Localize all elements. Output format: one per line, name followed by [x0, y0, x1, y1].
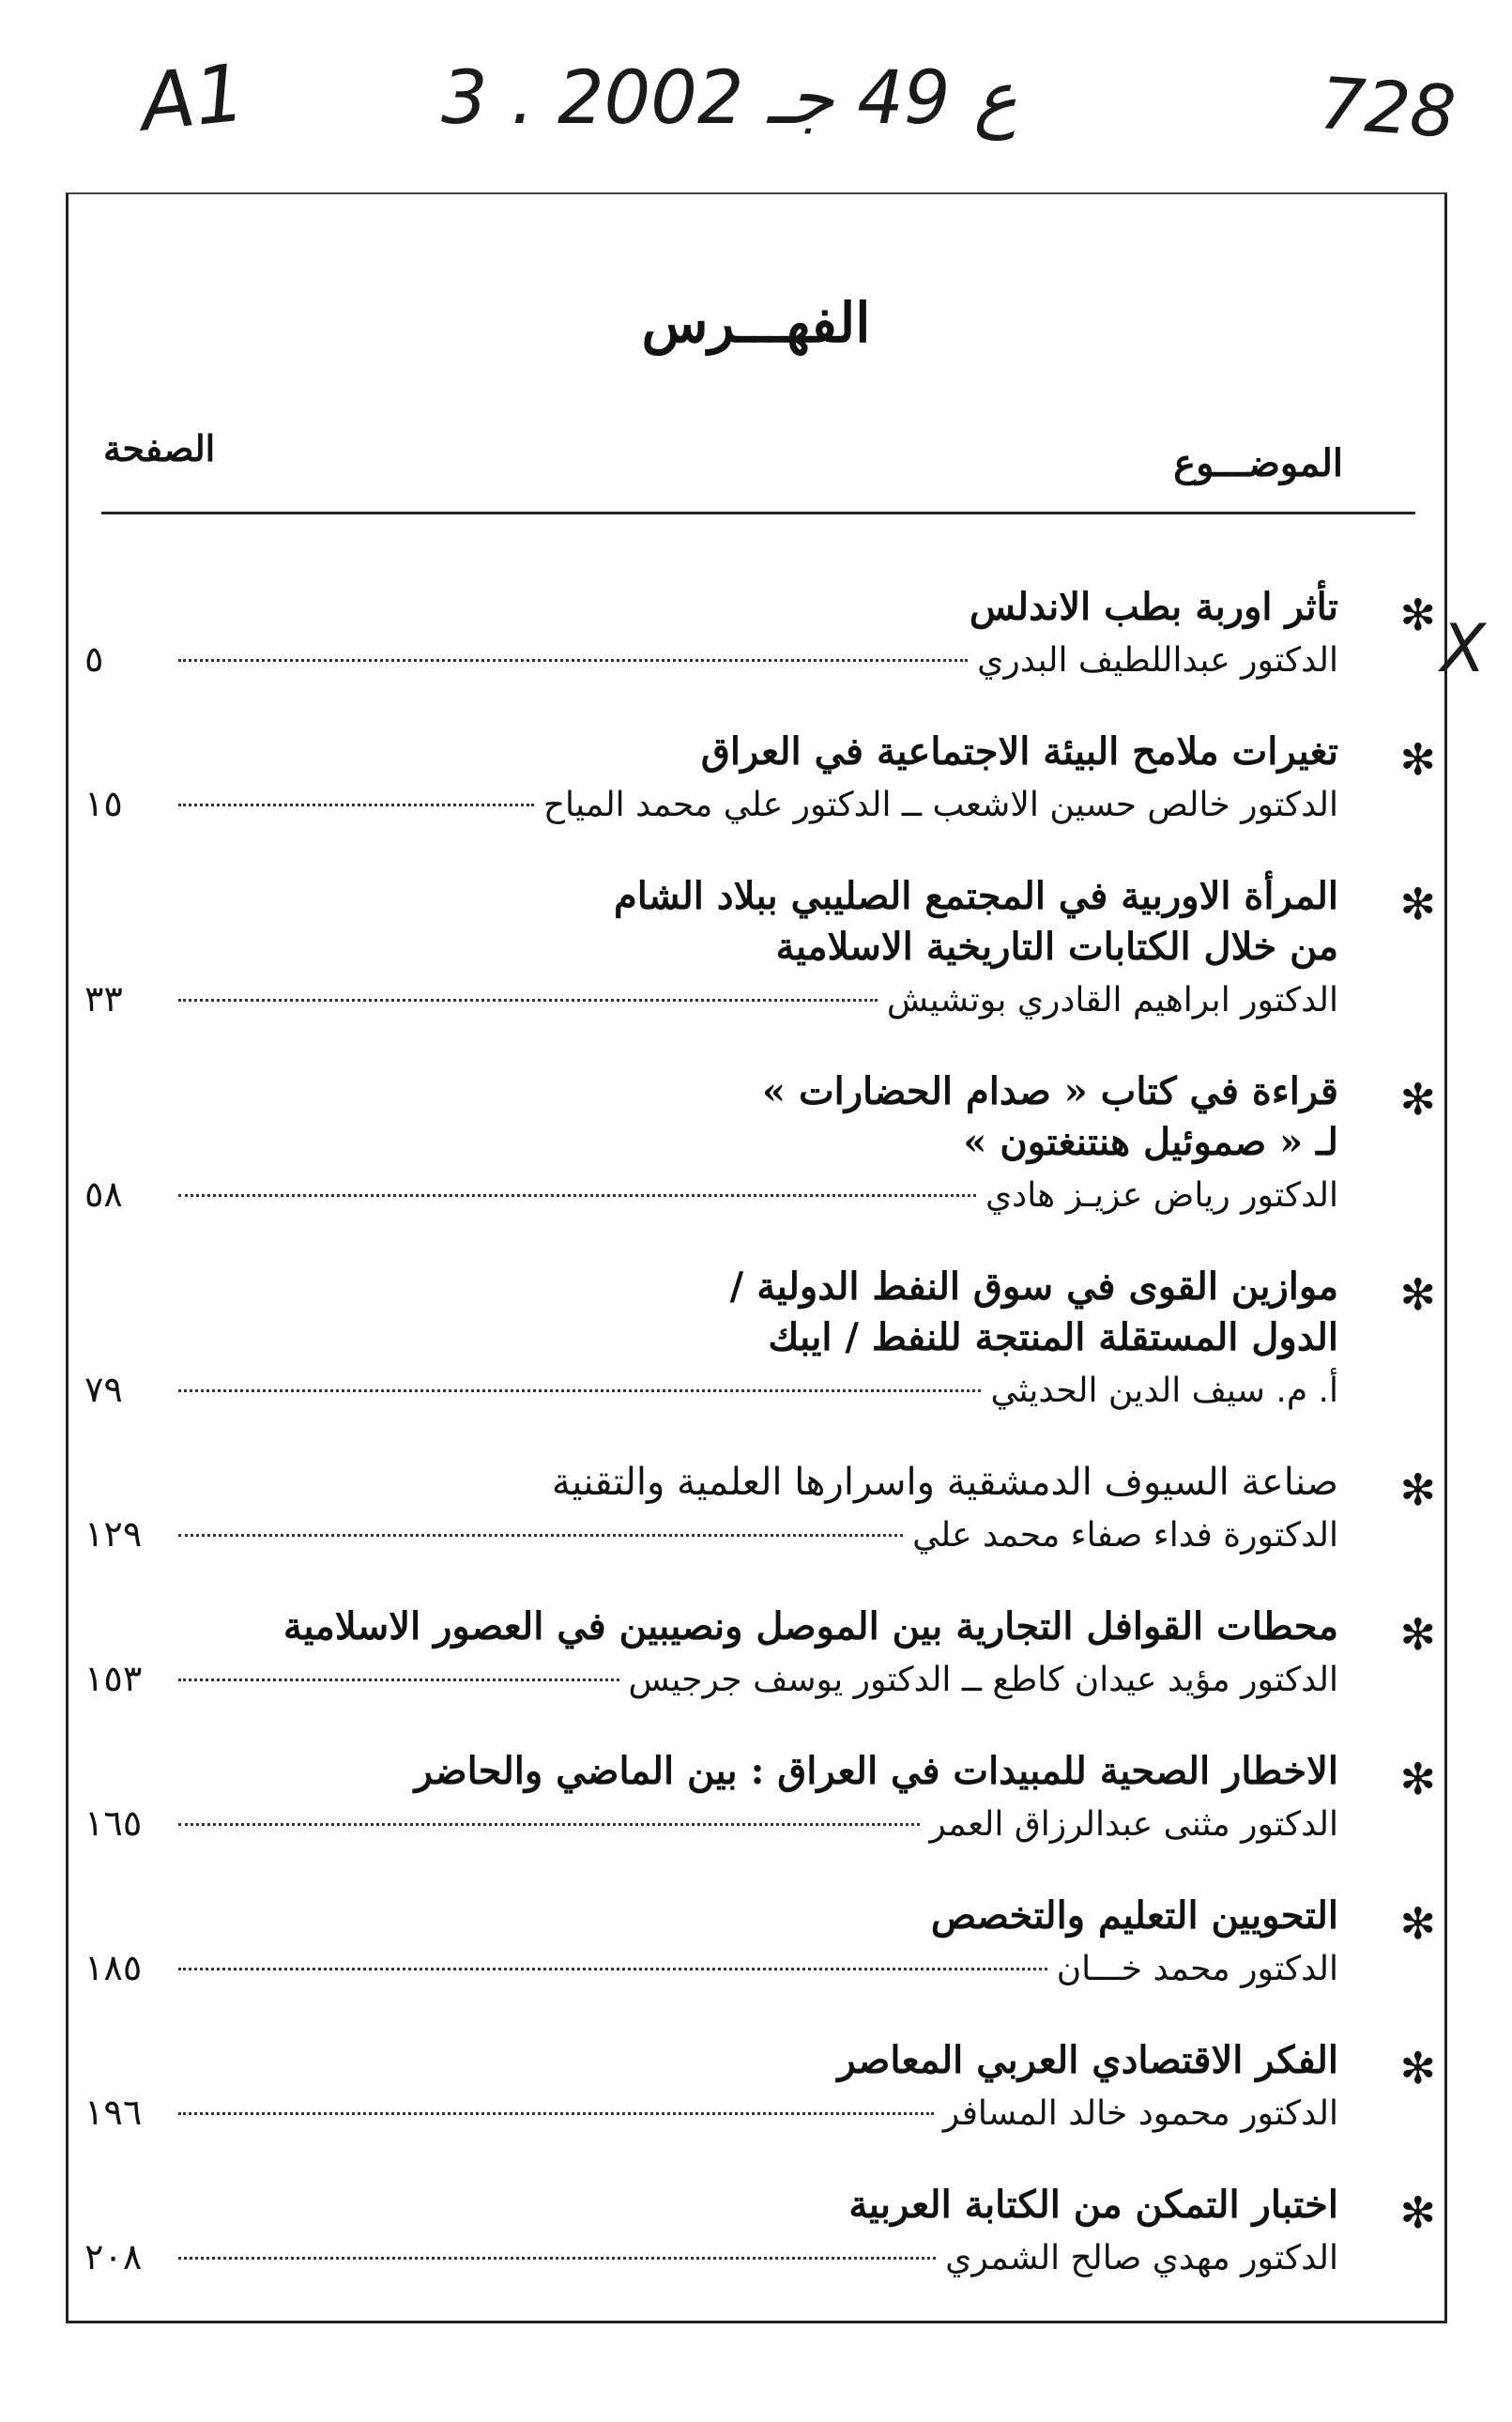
entry-page-number: ٥٨: [84, 1173, 123, 1215]
entry-page-number: ١٩٦: [84, 2092, 143, 2133]
toc-entry: [84, 1746, 1436, 1851]
entry-page-number: ٧٩: [84, 1369, 123, 1410]
entry-author-row: [84, 1508, 1338, 1562]
asterisk-bullet-icon: ✻: [1399, 1609, 1436, 1660]
entry-title: المرأة الاوربية في المجتمع الصليبي ببلاد الشام: [613, 874, 1338, 918]
handwritten-check-mark: X: [1441, 610, 1486, 687]
table-of-contents: [84, 582, 1436, 2324]
entry-page-number: ٢٠٨: [84, 2236, 143, 2277]
entry-page-number: ٣٣: [84, 978, 123, 1019]
handwritten-code: 3 . ع 49 جـ 2002: [441, 56, 1017, 141]
dot-leader: [178, 804, 534, 806]
handwritten-number: 728: [1317, 61, 1459, 154]
asterisk-bullet-icon: ✻: [1399, 1898, 1436, 1949]
toc-entry: [84, 1457, 1436, 1562]
dot-leader: [178, 1534, 903, 1537]
dot-leader: [178, 999, 878, 1002]
toc-entry: [84, 1262, 1436, 1418]
entry-author-row: [84, 633, 1338, 687]
entry-author: الدكتور ابراهيم القادري بوتشيش: [886, 981, 1338, 1019]
entry-author: الدكتور خالص حسين الاشعب ــ الدكتور علي محمد المياح: [542, 786, 1338, 824]
dot-leader: [178, 2112, 934, 2115]
page-column-header: الصفحة: [103, 427, 216, 469]
dot-leader: [178, 1679, 619, 1681]
toc-entry: [84, 727, 1436, 832]
entry-page-number: ١٥٣: [84, 1658, 143, 1699]
entry-author: أ. م. سيف الدين الحديثي: [990, 1372, 1338, 1410]
dot-leader: [178, 1389, 981, 1392]
entry-title: محطات القوافل التجارية بين الموصل ونصيبين في العصور الاسلامية: [283, 1604, 1338, 1648]
entry-author-row: [84, 1797, 1338, 1851]
entry-author: الدكتورة فداء صفاء محمد علي: [912, 1516, 1338, 1555]
entry-title: التحويين التعليم والتخصص: [930, 1893, 1338, 1938]
entry-author-row: [84, 1168, 1338, 1222]
entry-author-row: [84, 2230, 1338, 2285]
dot-leader: [178, 1823, 920, 1826]
entry-title: الاخطار الصحية للمبيدات في العراق : بين الماضي والحاضر: [414, 1749, 1338, 1793]
entry-page-number: ١٦٥: [84, 1802, 143, 1844]
toc-entry: [84, 1066, 1436, 1222]
entry-author: الدكتور رياض عزيـز هادي: [985, 1176, 1338, 1215]
header-divider: [101, 512, 1415, 514]
entry-author-row: [84, 1652, 1338, 1707]
asterisk-bullet-icon: ✻: [1399, 1074, 1436, 1125]
asterisk-bullet-icon: ✻: [1399, 1464, 1436, 1515]
entry-page-number: ١٨٥: [84, 1947, 143, 1988]
entry-title: اختبار التمكن من الكتابة العربية: [848, 2183, 1338, 2227]
toc-entry: [84, 871, 1436, 1027]
entry-title: الفكر الاقتصادي العربي المعاصر: [837, 2038, 1338, 2082]
entry-page-number: ١٥: [84, 783, 123, 824]
dot-leader: [178, 2257, 936, 2260]
toc-entry: [84, 1891, 1436, 1996]
handwritten-label: A1: [136, 46, 250, 149]
toc-entry: [84, 2035, 1436, 2140]
entry-author-row: [84, 2086, 1338, 2140]
entry-author: الدكتور مؤيد عيدان كاطع ــ الدكتور يوسف جرجيس: [628, 1661, 1338, 1699]
entry-title: تأثر اوربة بطب الاندلس: [969, 585, 1338, 629]
asterisk-bullet-icon: ✻: [1399, 1269, 1436, 1320]
entry-author-row: [84, 777, 1338, 832]
entry-author-row: [84, 1363, 1338, 1418]
page-title: الفهـــرس: [641, 291, 871, 355]
entry-title: صناعة السيوف الدمشقية واسرارها العلمية والتقنية: [551, 1461, 1338, 1504]
asterisk-bullet-icon: ✻: [1399, 2187, 1436, 2238]
toc-entry: [84, 1602, 1436, 1707]
asterisk-bullet-icon: ✻: [1399, 1754, 1436, 1804]
entry-title: الدول المستقلة المنتجة للنفط / ايبك: [768, 1315, 1338, 1359]
entry-author: الدكتور محمد خـــان: [1056, 1950, 1338, 1988]
toc-entry: [84, 2180, 1436, 2285]
asterisk-bullet-icon: ✻: [1399, 879, 1436, 929]
dot-leader: [178, 659, 968, 662]
entry-title: من خلال الكتابات التاريخية الاسلامية: [775, 925, 1338, 969]
dot-leader: [178, 1968, 1047, 1970]
asterisk-bullet-icon: ✻: [1399, 590, 1436, 640]
entry-title: تغيرات ملامح البيئة الاجتماعية في العراق: [700, 729, 1338, 774]
entry-page-number: ٥: [84, 638, 104, 680]
entry-author: الدكتور مهدي صالح الشمري: [945, 2239, 1338, 2277]
entry-author: الدكتور محمود خالد المسافر: [942, 2094, 1338, 2133]
entry-author: الدكتور مثنى عبدالرزاق العمر: [929, 1805, 1338, 1844]
asterisk-bullet-icon: ✻: [1399, 734, 1436, 785]
dot-leader: [178, 1194, 976, 1197]
entry-title: لـ « صموئيل هنتنغتون »: [963, 1120, 1338, 1164]
entry-author-row: [84, 973, 1338, 1027]
entry-page-number: ١٢٩: [84, 1513, 143, 1555]
toc-entry: [84, 582, 1436, 687]
entry-author-row: [84, 1941, 1338, 1996]
entry-author: الدكتور عبداللطيف البدري: [977, 641, 1338, 680]
asterisk-bullet-icon: ✻: [1399, 2043, 1436, 2093]
entry-title: قراءة في كتاب « صدام الحضارات »: [762, 1069, 1338, 1113]
topic-column-header: الموضـــوع: [1173, 441, 1343, 485]
entry-title: موازين القوى في سوق النفط الدولية /: [729, 1265, 1338, 1309]
